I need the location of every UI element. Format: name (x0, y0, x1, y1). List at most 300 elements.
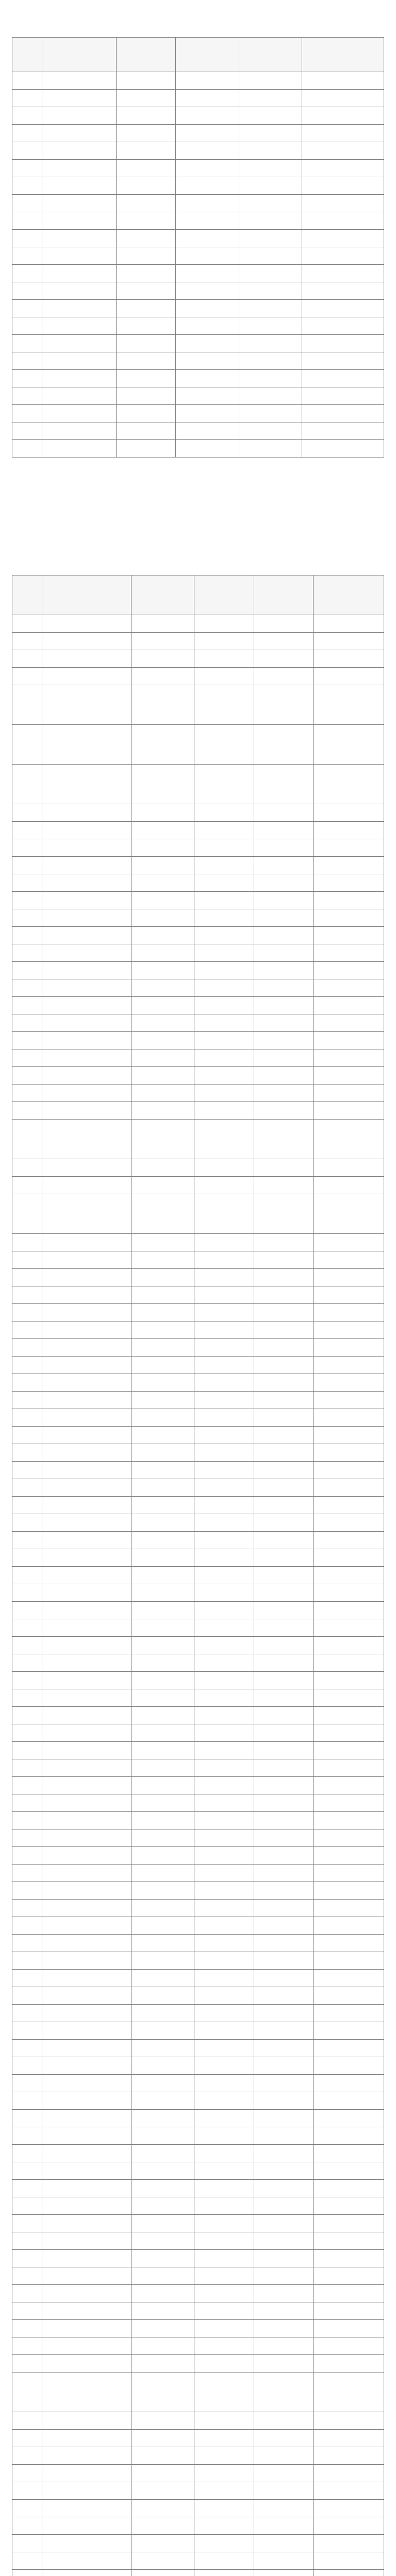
table-cell (254, 962, 313, 979)
table-cell (12, 633, 42, 650)
table-cell (12, 1619, 42, 1637)
table-cell (131, 765, 194, 804)
table-cell (42, 1935, 131, 1952)
table-cell (12, 2127, 42, 2145)
table-cell (131, 2302, 194, 2320)
table-cell (42, 2465, 131, 2482)
table-cell (131, 633, 194, 650)
table-cell (42, 615, 131, 633)
table-cell (254, 1357, 313, 1374)
table-cell (194, 1637, 254, 1654)
table-cell (194, 725, 254, 765)
table-row (12, 1286, 384, 1304)
table-cell (42, 1497, 131, 1514)
table-cell (42, 1084, 131, 1102)
table-cell (42, 1689, 131, 1707)
table-cell (194, 2057, 254, 2075)
table-cell (42, 2075, 131, 2092)
table-cell (313, 1935, 384, 1952)
table-cell (131, 962, 194, 979)
header-cell (12, 575, 42, 615)
table-cell (194, 2482, 254, 2500)
table-cell (42, 2057, 131, 2075)
table-cell (131, 2465, 194, 2482)
table-cell (42, 1707, 131, 1724)
table-cell (313, 822, 384, 839)
table-row (12, 230, 384, 247)
table-cell (131, 909, 194, 927)
table-cell (313, 2110, 384, 2127)
table-cell (254, 1567, 313, 1584)
table-cell (131, 1374, 194, 1392)
table-cell (12, 2267, 42, 2285)
table-cell (313, 1672, 384, 1689)
table-cell (254, 1865, 313, 1882)
table-cell (12, 1829, 42, 1847)
table-cell (194, 1689, 254, 1707)
table-cell (42, 2500, 131, 2517)
table-cell (12, 1374, 42, 1392)
table-row (12, 1014, 384, 1032)
table-cell (42, 1847, 131, 1865)
table-cell (12, 440, 42, 457)
table-cell (12, 2110, 42, 2127)
table-cell (194, 2127, 254, 2145)
table-cell (313, 1067, 384, 1084)
table-cell (12, 1462, 42, 1479)
header-cell (116, 38, 175, 72)
table-row (12, 2162, 384, 2180)
table-cell (313, 2430, 384, 2447)
table-cell (12, 909, 42, 927)
header-cell (12, 38, 42, 72)
table-row (12, 1970, 384, 1987)
table-cell (42, 1409, 131, 1427)
table-cell (42, 440, 116, 457)
table-cell (12, 2320, 42, 2337)
table-row (12, 1619, 384, 1637)
table-cell (42, 1286, 131, 1304)
table-cell (42, 247, 116, 265)
table-cell (239, 230, 302, 247)
table-cell (254, 1479, 313, 1497)
table-cell (254, 633, 313, 650)
table-cell (194, 1049, 254, 1067)
table-row (12, 247, 384, 265)
table-cell (194, 1707, 254, 1724)
table-cell (12, 317, 42, 335)
table-cell (313, 1120, 384, 1159)
table-cell (12, 230, 42, 247)
table-cell (131, 2110, 194, 2127)
table-cell (131, 1987, 194, 2005)
table-cell (302, 300, 384, 317)
table-cell (313, 1794, 384, 1812)
table-row (12, 195, 384, 212)
table-cell (12, 1777, 42, 1794)
table-row (12, 1917, 384, 1935)
table-cell (194, 1357, 254, 1374)
table-cell (313, 2197, 384, 2215)
table-cell (42, 909, 131, 927)
table-cell (254, 1032, 313, 1049)
table-cell (42, 1829, 131, 1847)
table-cell (12, 1286, 42, 1304)
table-cell (131, 1602, 194, 1619)
table2-title (12, 546, 384, 557)
table-cell (131, 1444, 194, 1462)
table-cell (254, 1584, 313, 1602)
table-cell (42, 160, 116, 177)
table-cell (12, 2412, 42, 2430)
table-cell (194, 1234, 254, 1251)
table-cell (12, 422, 42, 440)
table-row (12, 2092, 384, 2110)
table-cell (42, 1120, 131, 1159)
table-cell (302, 405, 384, 422)
table-cell (12, 1234, 42, 1251)
table-cell (12, 2552, 42, 2570)
table-cell (42, 1392, 131, 1409)
table-cell (254, 1602, 313, 1619)
table-cell (302, 387, 384, 405)
table-cell (313, 857, 384, 874)
table-cell (131, 1427, 194, 1444)
table-cell (194, 1672, 254, 1689)
table-cell (254, 685, 313, 725)
table-cell (12, 979, 42, 997)
table-cell (254, 1829, 313, 1847)
table-cell (302, 230, 384, 247)
table-cell (42, 1952, 131, 1970)
table-cell (254, 839, 313, 857)
table-cell (239, 422, 302, 440)
table-cell (194, 1970, 254, 1987)
table-cell (254, 944, 313, 962)
table-cell (194, 2005, 254, 2022)
table-row (12, 1672, 384, 1689)
table-cell (239, 335, 302, 352)
table-cell (302, 160, 384, 177)
table-cell (254, 2232, 313, 2250)
table-cell (313, 633, 384, 650)
table-cell (42, 2482, 131, 2500)
table-cell (12, 2197, 42, 2215)
table-cell (239, 212, 302, 230)
table-cell (42, 650, 131, 668)
table-cell (302, 422, 384, 440)
table-cell (12, 1532, 42, 1549)
table-cell (194, 1409, 254, 1427)
table-row (12, 1392, 384, 1409)
table-cell (131, 2005, 194, 2022)
table-cell (239, 195, 302, 212)
table-cell (12, 282, 42, 300)
header-cell (254, 575, 313, 615)
table-cell (194, 1935, 254, 1952)
table-cell (194, 2552, 254, 2570)
table-cell (254, 874, 313, 892)
table-cell (313, 1497, 384, 1514)
table-cell (194, 1987, 254, 2005)
table-cell (131, 1742, 194, 1759)
table-cell (12, 1654, 42, 1672)
table-cell (42, 72, 116, 90)
table-cell (42, 822, 131, 839)
table-cell (12, 2447, 42, 2465)
table-cell (254, 1049, 313, 1067)
table-cell (302, 195, 384, 212)
table-cell (42, 997, 131, 1014)
table-cell (42, 1654, 131, 1672)
table-cell (254, 2412, 313, 2430)
table-cell (194, 633, 254, 650)
table-cell (12, 1194, 42, 1234)
table-cell (313, 1759, 384, 1777)
table-cell (12, 1049, 42, 1067)
table-cell (42, 2337, 131, 2355)
table-row (12, 650, 384, 668)
table-cell (254, 997, 313, 1014)
table-cell (254, 2110, 313, 2127)
table-cell (131, 2517, 194, 2535)
table-cell (42, 962, 131, 979)
table-cell (131, 725, 194, 765)
table-cell (131, 2197, 194, 2215)
table-row (12, 2267, 384, 2285)
table-cell (254, 1234, 313, 1251)
table-cell (131, 1194, 194, 1234)
table-row (12, 2022, 384, 2040)
table-cell (42, 2162, 131, 2180)
table-row (12, 1689, 384, 1707)
table-cell (313, 979, 384, 997)
table-cell (131, 685, 194, 725)
table-row (12, 1321, 384, 1339)
table-cell (131, 1882, 194, 1900)
table-cell (313, 765, 384, 804)
table-cell (254, 1444, 313, 1462)
table-cell (194, 1032, 254, 1049)
table-cell (131, 2535, 194, 2552)
table-cell (313, 1514, 384, 1532)
table-row (12, 405, 384, 422)
table-cell (131, 1759, 194, 1777)
table-cell (131, 1847, 194, 1865)
table-cell (42, 300, 116, 317)
table-cell (131, 1952, 194, 1970)
table-cell (131, 1049, 194, 1067)
table-cell (12, 892, 42, 909)
table-row (12, 1159, 384, 1177)
table-cell (194, 2162, 254, 2180)
table-cell (42, 2412, 131, 2430)
table-cell (131, 857, 194, 874)
table-cell (254, 1014, 313, 1032)
table-cell (42, 633, 131, 650)
table-row (12, 1514, 384, 1532)
table-cell (302, 72, 384, 90)
table-cell (194, 1829, 254, 1847)
table-cell (12, 1759, 42, 1777)
table-cell (313, 725, 384, 765)
table-cell (42, 1865, 131, 1882)
table-cell (313, 2302, 384, 2320)
table-cell (131, 1707, 194, 1724)
table-cell (313, 2075, 384, 2092)
table-row (12, 2232, 384, 2250)
table-cell (313, 2145, 384, 2162)
table-row (12, 2465, 384, 2482)
table-cell (313, 2372, 384, 2412)
table-cell (239, 405, 302, 422)
table-note (12, 463, 384, 483)
table-cell (313, 1619, 384, 1637)
table-cell (131, 1777, 194, 1794)
table-cell (254, 1724, 313, 1742)
table-cell (12, 177, 42, 195)
table-cell (254, 1339, 313, 1357)
table-row (12, 804, 384, 822)
table-cell (313, 1812, 384, 1829)
header-cell (131, 575, 194, 615)
table-cell (194, 685, 254, 725)
table-cell (12, 2302, 42, 2320)
table-cell (254, 2372, 313, 2412)
table-row (12, 125, 384, 142)
table-row (12, 909, 384, 927)
table-cell (313, 1357, 384, 1374)
table-cell (12, 2075, 42, 2092)
table-cell (42, 1724, 131, 1742)
table-row (12, 1177, 384, 1194)
table-cell (313, 2482, 384, 2500)
table-row (12, 1462, 384, 1479)
table-cell (313, 2267, 384, 2285)
table-cell (254, 2005, 313, 2022)
table-cell (313, 1304, 384, 1321)
table-row (12, 2447, 384, 2465)
table-cell (116, 247, 175, 265)
table-cell (254, 1392, 313, 1409)
table-cell (42, 2517, 131, 2535)
table-cell (131, 1321, 194, 1339)
table-cell (12, 300, 42, 317)
table-row (12, 142, 384, 160)
table-cell (12, 1689, 42, 1707)
table-cell (176, 440, 239, 457)
table-cell (131, 2482, 194, 2500)
table-cell (131, 1120, 194, 1159)
table-cell (42, 195, 116, 212)
table-cell (254, 1987, 313, 2005)
table-cell (12, 2465, 42, 2482)
table-row (12, 1952, 384, 1970)
table-cell (131, 1970, 194, 1987)
table-cell (42, 335, 116, 352)
table-cell (12, 90, 42, 107)
table-cell (116, 282, 175, 300)
table-cell (131, 2320, 194, 2337)
table-cell (313, 685, 384, 725)
table-cell (313, 1970, 384, 1987)
table-cell (313, 2535, 384, 2552)
table-cell (194, 927, 254, 944)
table-row (12, 1777, 384, 1794)
table-cell (254, 1177, 313, 1194)
table-cell (42, 2197, 131, 2215)
table-cell (42, 265, 116, 282)
table-cell (313, 1321, 384, 1339)
table-row (12, 1269, 384, 1286)
table-row (12, 2517, 384, 2535)
table-cell (194, 2267, 254, 2285)
table-row (12, 2372, 384, 2412)
table-cell (176, 282, 239, 300)
table-cell (42, 1619, 131, 1637)
table-cell (131, 1339, 194, 1357)
table-cell (131, 2022, 194, 2040)
table-cell (254, 804, 313, 822)
header-cell (239, 38, 302, 72)
table-row (12, 1882, 384, 1900)
table-cell (313, 1742, 384, 1759)
table-cell (42, 1357, 131, 1374)
table-row (12, 2412, 384, 2430)
table-cell (313, 1269, 384, 1286)
table-cell (194, 2092, 254, 2110)
table-row (12, 1532, 384, 1549)
table-cell (42, 2250, 131, 2267)
table-cell (194, 2500, 254, 2517)
table-cell (131, 1917, 194, 1935)
table-row (12, 1234, 384, 1251)
table-cell (12, 2482, 42, 2500)
table-cell (12, 2372, 42, 2412)
table-cell (313, 2040, 384, 2057)
table-row (12, 1479, 384, 1497)
table-cell (194, 2320, 254, 2337)
table-cell (313, 944, 384, 962)
table-cell (131, 1067, 194, 1084)
table-cell (176, 387, 239, 405)
table-cell (12, 1392, 42, 1409)
table-cell (313, 1049, 384, 1067)
table-cell (313, 1427, 384, 1444)
table-cell (313, 1865, 384, 1882)
table-cell (131, 874, 194, 892)
table-row (12, 72, 384, 90)
table-cell (254, 1304, 313, 1321)
table-cell (12, 352, 42, 370)
table-cell (12, 2250, 42, 2267)
table-cell (194, 1602, 254, 1619)
table-row (12, 1707, 384, 1724)
table-row (12, 335, 384, 352)
table-cell (313, 2250, 384, 2267)
table-row (12, 633, 384, 650)
table-cell (254, 1269, 313, 1286)
table-cell (42, 1194, 131, 1234)
table-cell (194, 1865, 254, 1882)
table-cell (42, 874, 131, 892)
table-cell (12, 2162, 42, 2180)
table-cell (42, 804, 131, 822)
table-cell (254, 2180, 313, 2197)
table-cell (131, 1567, 194, 1584)
summary-table (12, 37, 384, 457)
table-cell (12, 1339, 42, 1357)
